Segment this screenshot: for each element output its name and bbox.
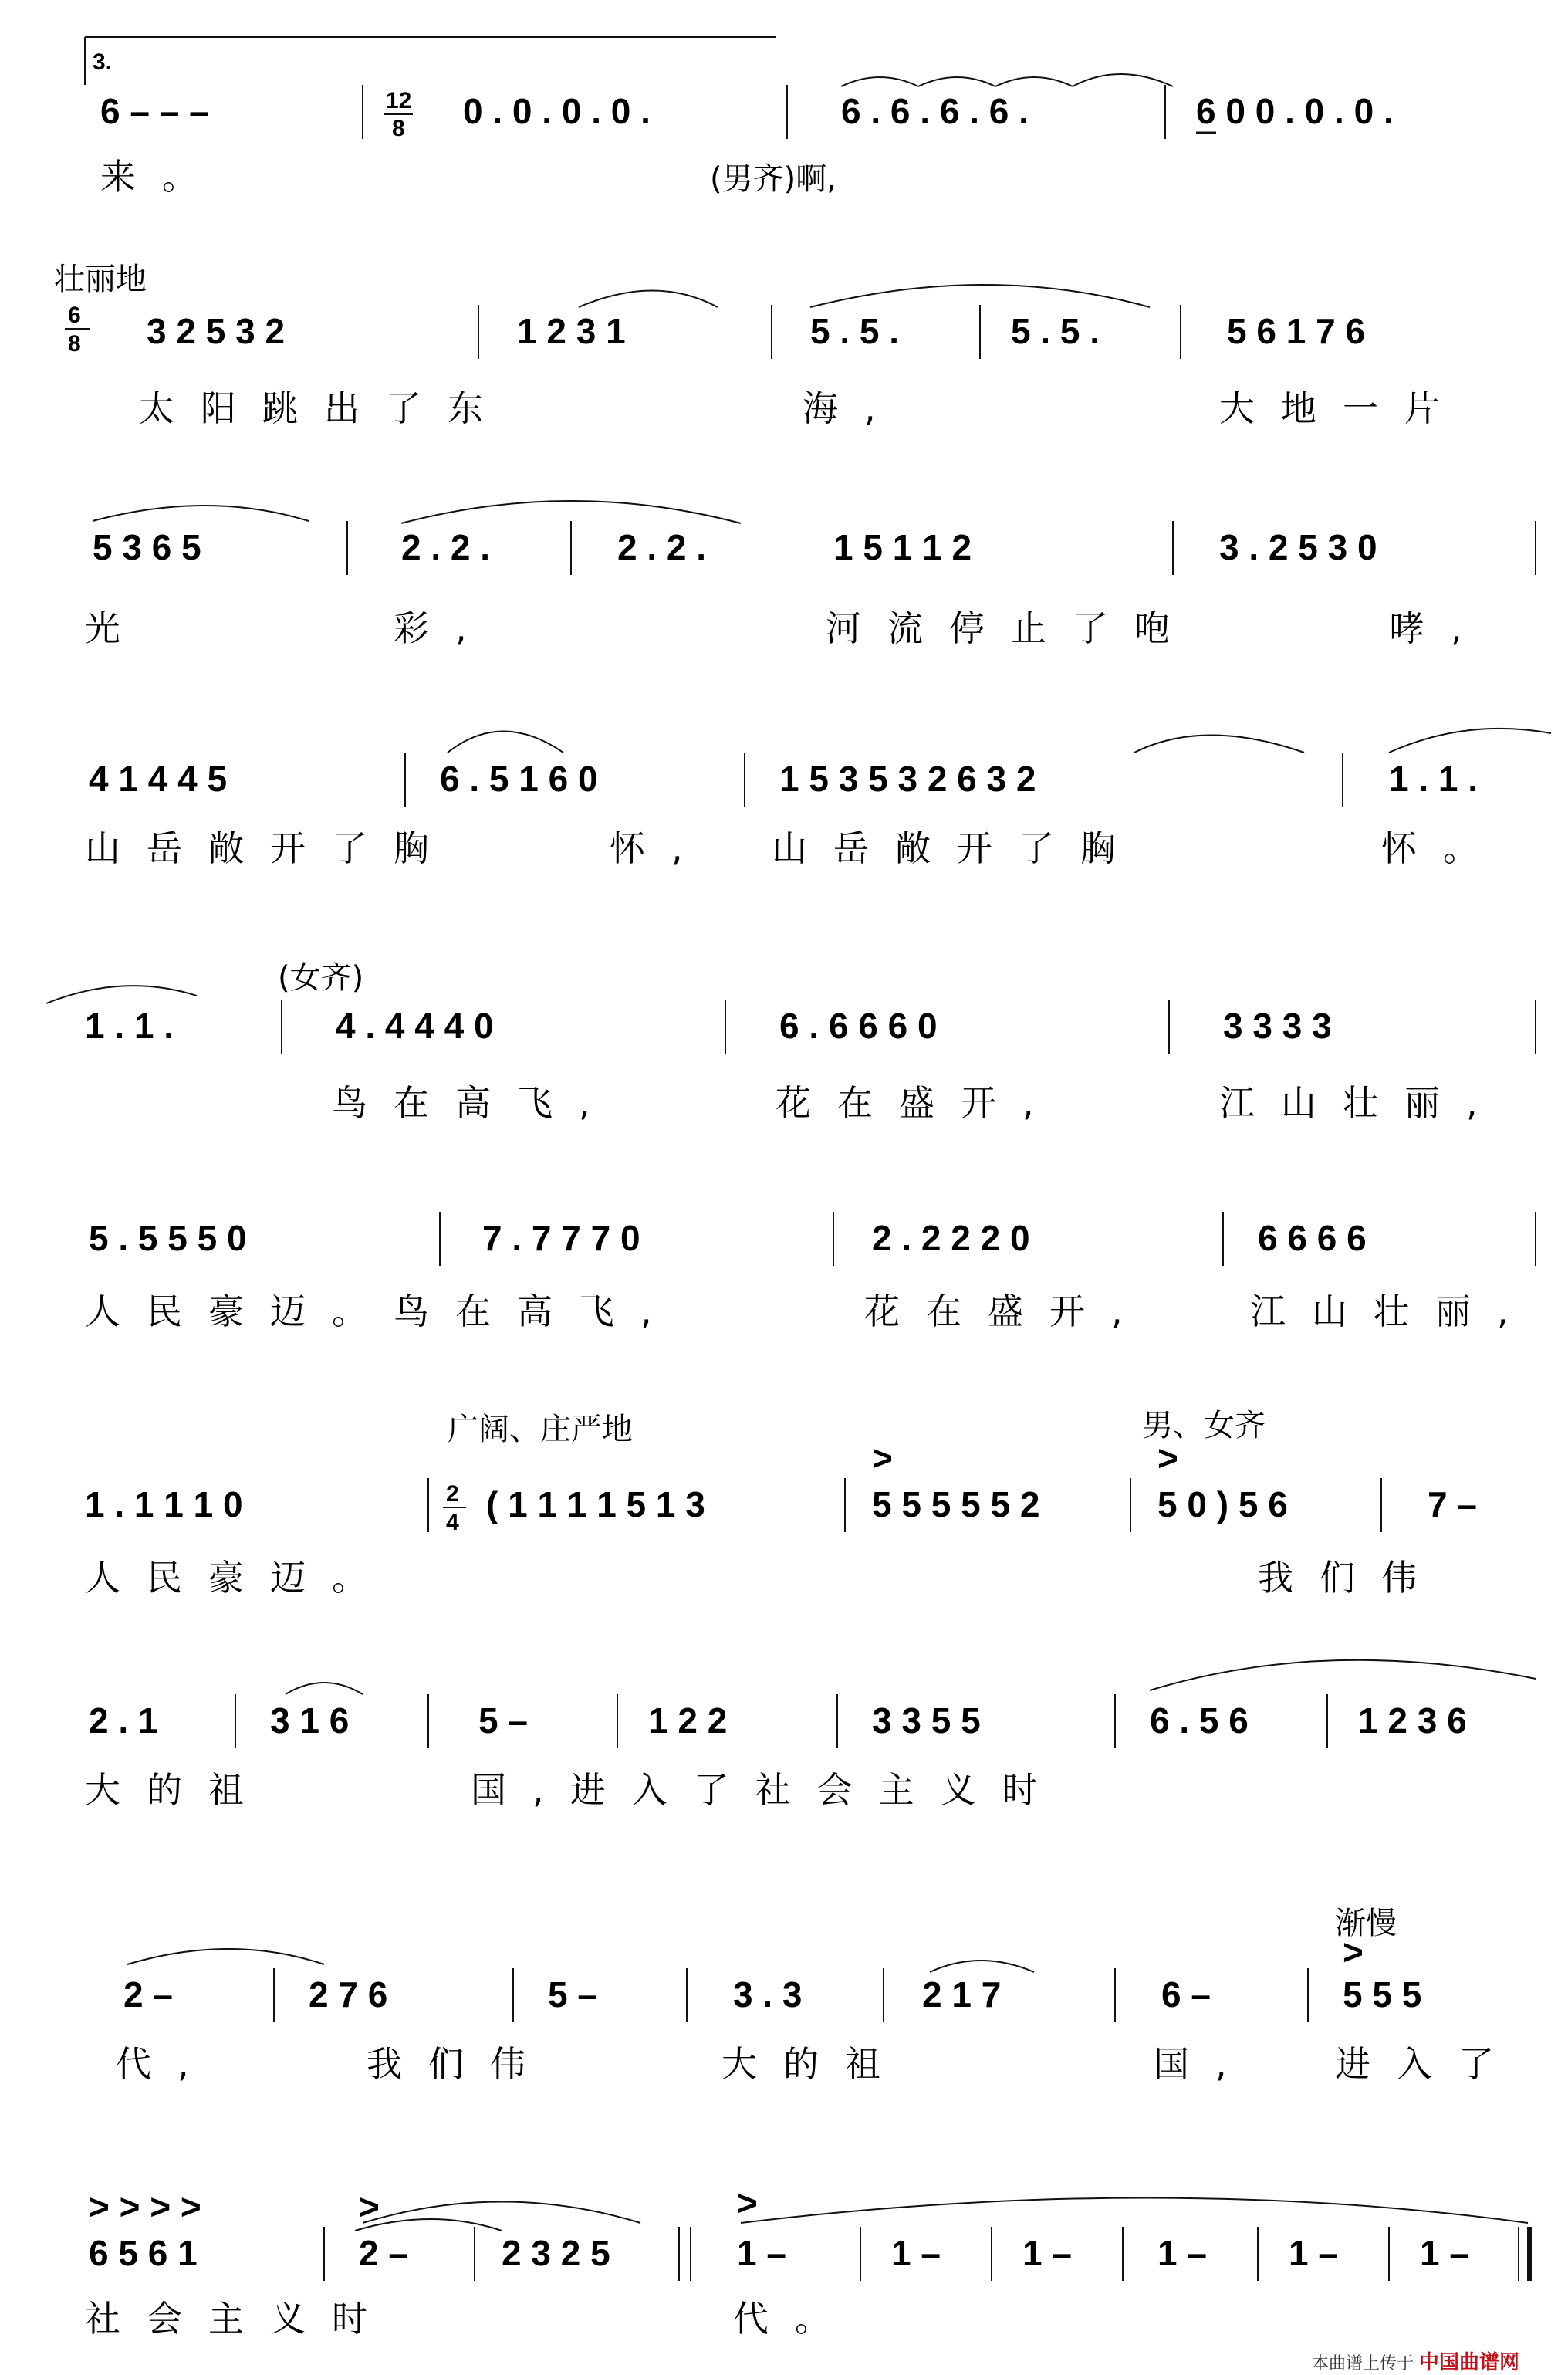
svg-text:4: 4	[446, 1510, 459, 1535]
svg-text:>: >	[1343, 1932, 1364, 1972]
svg-text:国,进入了社会主义时: 国,进入了社会主义时	[471, 1769, 1064, 1811]
svg-text:5 . 5 5 5 0: 5 . 5 5 5 0	[89, 1218, 247, 1258]
svg-text:6 . 5 1 6 0: 6 . 5 1 6 0	[440, 759, 598, 799]
svg-text:2 1 7: 2 1 7	[922, 1974, 1002, 2015]
svg-text:2 7 6: 2 7 6	[309, 1974, 388, 2015]
svg-text:大的祖: 大的祖	[85, 1769, 270, 1811]
svg-text:1 5 3 5 3 2 6 3 2: 1 5 3 5 3 2 6 3 2	[779, 759, 1036, 799]
system-10	[85, 2183, 1529, 2339]
svg-text:1 –: 1 –	[737, 2233, 786, 2273]
volta-label: 3.	[93, 49, 113, 75]
svg-text:社会主义时: 社会主义时	[85, 2298, 394, 2339]
svg-text:哮,: 哮,	[1389, 607, 1489, 649]
svg-text:4 1 4 4 5: 4 1 4 4 5	[89, 759, 228, 799]
svg-text:6 . 5 6: 6 . 5 6	[1150, 1700, 1249, 1741]
svg-text:3 . 2 5 3 0: 3 . 2 5 3 0	[1219, 527, 1377, 567]
svg-text:5 . 5 .: 5 . 5 .	[1011, 311, 1100, 351]
system-1	[100, 74, 1394, 198]
volta-bracket	[85, 37, 776, 85]
svg-text:鸟在高飞,: 鸟在高飞,	[332, 1082, 617, 1124]
svg-text:1 . 1 .: 1 . 1 .	[85, 1006, 174, 1046]
svg-text:1 –: 1 –	[1420, 2233, 1469, 2273]
svg-text:代。: 代。	[733, 2298, 857, 2339]
svg-text:海,: 海,	[803, 387, 902, 429]
svg-text:光: 光	[85, 607, 147, 649]
svg-text:1 5 1 1 2: 1 5 1 1 2	[833, 527, 972, 567]
svg-text:江山壮丽,: 江山壮丽,	[1250, 1291, 1535, 1332]
footer-credit	[1312, 2346, 1519, 2375]
time-signature-12-8	[384, 88, 413, 141]
svg-text:2 –: 2 –	[123, 1974, 173, 2015]
lyric-1b: (男齐)啊,	[710, 161, 836, 197]
svg-text:3 3 5 5: 3 3 5 5	[872, 1700, 981, 1741]
expression-mixed: 男、女齐	[1142, 1408, 1266, 1443]
svg-text:人民豪迈。: 人民豪迈。	[85, 1557, 394, 1599]
lyric-1a: 来。	[100, 156, 224, 198]
notes-1d: 6 0 0 . 0 . 0 .	[1196, 91, 1394, 131]
svg-text:8: 8	[392, 116, 405, 141]
svg-text:>: >	[1157, 1438, 1178, 1478]
svg-text:彩,: 彩,	[394, 607, 493, 649]
svg-text:5 –: 5 –	[548, 1974, 597, 2015]
svg-text:1 –: 1 –	[1289, 2233, 1338, 2273]
svg-text:12: 12	[386, 88, 412, 113]
svg-text:山岳敞开了胸: 山岳敞开了胸	[85, 827, 455, 869]
system-2	[54, 262, 1466, 429]
svg-text:3 . 3: 3 . 3	[733, 1974, 803, 2015]
svg-text:2 . 2 2 2 0: 2 . 2 2 2 0	[872, 1218, 1030, 1258]
svg-text:江山壮丽,: 江山壮丽,	[1219, 1082, 1504, 1124]
svg-text:5 5 5: 5 5 5	[1343, 1974, 1422, 2015]
svg-text:6 –: 6 –	[1161, 1974, 1211, 2015]
svg-text:1 2 3 6: 1 2 3 6	[1358, 1700, 1467, 1741]
svg-text:5 –: 5 –	[478, 1700, 528, 1741]
svg-text:5 6 1 7 6: 5 6 1 7 6	[1227, 311, 1366, 351]
system-5	[46, 960, 1536, 1124]
expression-rit: 渐慢	[1335, 1906, 1397, 1941]
svg-text:进入了: 进入了	[1335, 2043, 1520, 2085]
svg-text:我们伟: 我们伟	[367, 2043, 552, 2085]
svg-text:1 –: 1 –	[891, 2233, 941, 2273]
system-4	[85, 729, 1551, 869]
svg-text:1 –: 1 –	[1022, 2233, 1072, 2273]
svg-text:3 1 6: 3 1 6	[270, 1700, 350, 1741]
svg-text:2: 2	[446, 1481, 459, 1507]
svg-text:2 . 2 .: 2 . 2 .	[617, 527, 707, 567]
svg-text:2 . 1: 2 . 1	[89, 1700, 158, 1741]
svg-text:5 0 ) 5 6: 5 0 ) 5 6	[1157, 1484, 1288, 1524]
svg-text:2 3 2 5: 2 3 2 5	[502, 2233, 610, 2273]
time-signature-6-8	[65, 303, 90, 357]
svg-text:1 . 1 .: 1 . 1 .	[1389, 759, 1478, 799]
svg-text:2 . 2 .: 2 . 2 .	[401, 527, 491, 567]
svg-text:5 5 5 5 5 2: 5 5 5 5 5 2	[872, 1484, 1040, 1524]
svg-text:5 3 6 5: 5 3 6 5	[93, 527, 201, 567]
svg-text:河流停止了咆: 河流停止了咆	[826, 607, 1196, 649]
svg-text:怀,: 怀,	[610, 827, 709, 869]
svg-text:1 2 3 1: 1 2 3 1	[517, 311, 626, 351]
svg-text:大的祖: 大的祖	[721, 2043, 907, 2085]
footer-text: 本曲谱上传于	[1312, 2354, 1414, 2373]
svg-text:3 2 5 3 2: 3 2 5 3 2	[147, 311, 286, 351]
notes-1a: 6 – – –	[100, 91, 209, 131]
svg-text:山岳敞开了胸: 山岳敞开了胸	[772, 827, 1142, 869]
svg-text:2 –: 2 –	[359, 2233, 408, 2273]
notes-1c: 6 . 6 . 6 . 6 .	[841, 91, 1029, 131]
svg-text:>: >	[359, 2187, 380, 2227]
svg-text:6: 6	[68, 303, 81, 328]
svg-text:7 . 7 7 7 0: 7 . 7 7 7 0	[482, 1218, 640, 1258]
svg-text:1 2 2: 1 2 2	[648, 1700, 728, 1741]
svg-text:花在盛开,: 花在盛开,	[776, 1082, 1060, 1124]
expression-zhuangli: 壮丽地	[54, 262, 147, 297]
svg-text:> > > >: > > > >	[89, 2187, 201, 2227]
svg-text:>: >	[737, 2183, 758, 2223]
svg-text:8: 8	[68, 331, 81, 357]
svg-text:7 –: 7 –	[1428, 1484, 1477, 1524]
lyric-2: 太阳跳出了东	[139, 387, 509, 429]
svg-text:我们伟: 我们伟	[1258, 1557, 1443, 1599]
svg-text:4 . 4 4 4 0: 4 . 4 4 4 0	[336, 1006, 494, 1046]
expression-guangkuo: 广阔、庄严地	[448, 1412, 633, 1447]
svg-text:3 3 3 3: 3 3 3 3	[1223, 1006, 1332, 1046]
svg-text:6 6 6 6: 6 6 6 6	[1258, 1218, 1367, 1258]
svg-text:5 . 5 .: 5 . 5 .	[810, 311, 900, 351]
svg-text:怀。: 怀。	[1381, 827, 1505, 869]
svg-text:代,: 代,	[116, 2043, 215, 2085]
system-3	[85, 501, 1536, 649]
time-signature-2-4	[443, 1481, 466, 1535]
footer-brand[interactable]: 中国曲谱网	[1419, 2351, 1520, 2374]
svg-text:花在盛开,: 花在盛开,	[864, 1291, 1149, 1332]
svg-text:6 5 6 1: 6 5 6 1	[89, 2233, 198, 2273]
svg-text:1 . 1 1 1 0: 1 . 1 1 1 0	[85, 1484, 243, 1524]
system-9	[116, 1906, 1520, 2085]
svg-text:>: >	[872, 1438, 893, 1478]
svg-text:大地一片: 大地一片	[1219, 387, 1466, 429]
svg-text:6 . 6 6 6 0: 6 . 6 6 6 0	[779, 1006, 938, 1046]
expression-female: (女齐)	[278, 960, 364, 996]
svg-text:( 1 1 1 1 5 1 3: ( 1 1 1 1 5 1 3	[486, 1484, 705, 1524]
system-6	[85, 1212, 1536, 1332]
system-8	[85, 1660, 1536, 1811]
svg-text:人民豪迈。鸟在高飞,: 人民豪迈。鸟在高飞,	[85, 1291, 678, 1332]
notes-1b: 0 . 0 . 0 . 0 .	[463, 91, 651, 131]
svg-text:1 –: 1 –	[1157, 2233, 1207, 2273]
svg-text:国,: 国,	[1154, 2043, 1253, 2085]
system-7	[85, 1408, 1477, 1599]
